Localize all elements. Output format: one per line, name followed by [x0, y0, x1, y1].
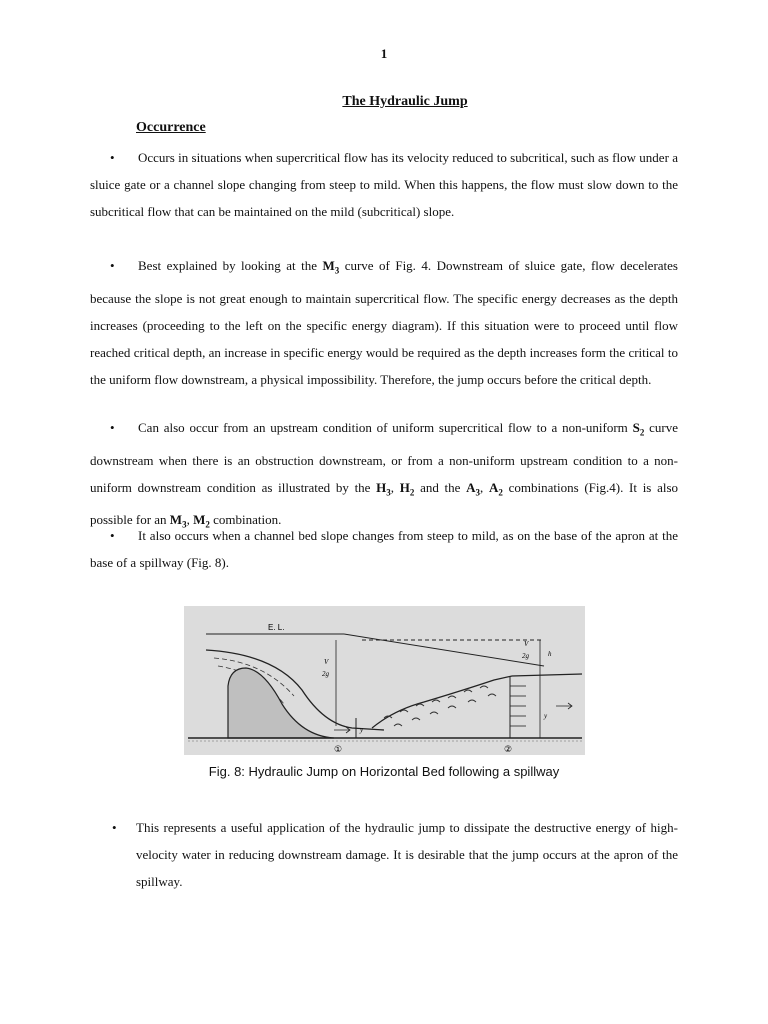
spillway-figure	[184, 606, 585, 755]
section-1-marker: ①	[334, 745, 343, 755]
hl-label: h	[548, 650, 552, 658]
s2-symbol: $S_2$	[632, 420, 645, 438]
velocity-profile	[510, 686, 526, 726]
two-g-label-1: 2g	[322, 670, 329, 678]
page-title: The Hydraulic Jump	[342, 94, 468, 109]
h2-symbol: $H_2$	[399, 479, 415, 498]
figure-caption: Fig. 8: Hydraulic Jump on Horizontal Bed following a spillway	[208, 764, 560, 779]
h3-symbol: $H_3$	[376, 479, 391, 498]
hydraulic-jump-diagram	[184, 606, 585, 755]
y2-label: y	[544, 712, 548, 720]
m3-symbol: $M_3$	[169, 512, 187, 530]
m3-symbol: $M_3$	[322, 258, 340, 276]
paragraph-1	[90, 144, 678, 225]
bullet: •	[110, 528, 115, 543]
bullet: •	[110, 258, 115, 273]
a2-symbol: $A_2$	[489, 479, 503, 498]
paragraph-3: • Can also occur from an upstream condition of uniform supercritical flow to a non-uniform $S_2$ curve downstream when there is an obstruction downstream, or from a non-uniform upstream condition to a non-uniform downstream condition as illustrated by the $H_3$, $H_2$ and the $A_3$, $A_2$ combinations (Fig.4). It is also possible for an $M_3$, $M_2$ combination.	[90, 414, 678, 539]
paragraph-3-text-a: Can also occur from an upstream condition of uniform supercritical flow to a non-uniform	[138, 420, 633, 435]
paragraph-2	[90, 252, 678, 393]
paragraph-5-text: This represents a useful application of the hydraulic jump to dissipate the destructive energy of high-velocity water in reducing downstream damage. It is desirable that the jump occurs at the apron of the spillway.	[136, 820, 678, 889]
turbulent-rollers	[384, 686, 496, 726]
v1-label: V	[324, 658, 329, 666]
spillway-body	[228, 668, 334, 738]
bullet: •	[110, 420, 115, 435]
section-heading: Occurrence	[136, 120, 206, 135]
y1-label: y	[360, 726, 364, 734]
energy-line-slope	[344, 634, 544, 666]
page-number: 1	[380, 46, 388, 61]
m2-symbol: $M_2$	[193, 512, 210, 530]
paragraph-4-text: It also occurs when a channel bed slope changes from steep to mild, as on the base of the apron at the base of a spillway (Fig. 8).	[90, 528, 678, 570]
jump-surface	[372, 674, 582, 728]
bullet: •	[112, 820, 117, 835]
flow-arrow-downstream	[556, 703, 572, 709]
bullet: •	[110, 150, 115, 165]
a3-symbol: $A_3$	[466, 479, 481, 498]
section-2-marker: ②	[504, 745, 513, 755]
v2-label: V	[524, 640, 529, 648]
paragraph-2-text-b: curve of Fig. 4. Downstream of sluice gate, flow decelerates because the slope is not great enough to maintain supercritical flow. The specific energy decreases as the depth increases (proceeding to the left on the specific energy diagram). If this situation were to proceed until flow reached critical depth, an increase in specific energy would be required as the depth increases form the critical to the uniform flow downstream, a physical impossibility. Therefore, the jump occurs before the critical depth.	[90, 258, 678, 387]
paragraph-2-text-a: Best explained by looking at the	[138, 258, 323, 273]
paragraph-3-text-b: curve downstream when there is an obstruction downstream, or from a non-uniform upstream condition to a non-uniform downstream condition as illustrated by the	[90, 420, 678, 495]
paragraph-4	[90, 522, 678, 576]
paragraph-5	[112, 814, 678, 895]
el-label: E. L.	[268, 623, 285, 632]
paragraph-1-text: Occurs in situations when supercritical flow has its velocity reduced to subcritical, such as flow under a sluice gate or a channel slope changing from steep to mild. When this happens, the flow must slow down to the subcritical flow that can be maintained on the mild (subcritical) slope.	[90, 150, 678, 219]
two-g-label-2: 2g	[522, 652, 529, 660]
flow-arrow-v1	[334, 727, 350, 733]
